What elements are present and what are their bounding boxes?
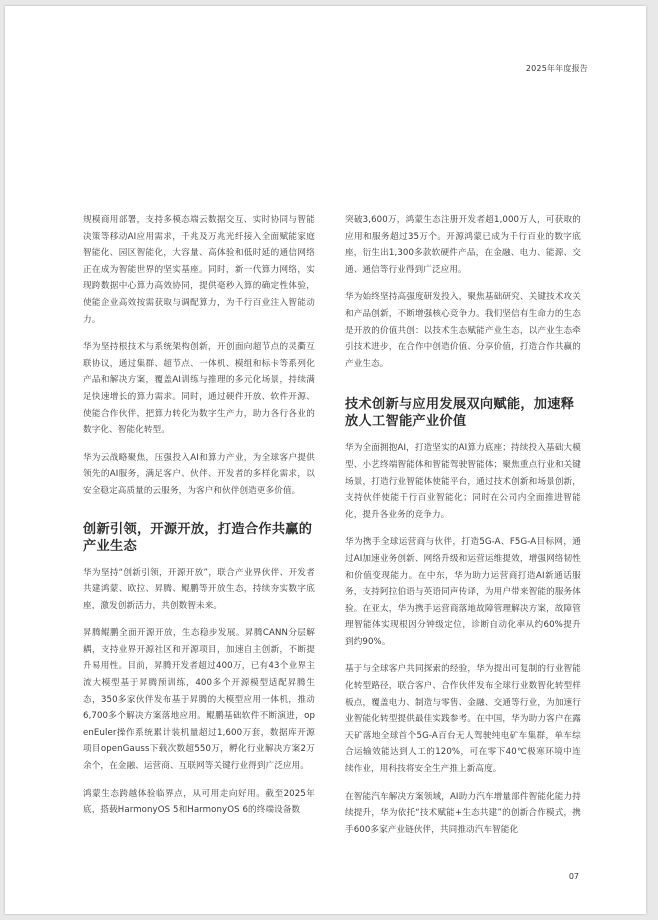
paragraph: 华为坚持“创新引领，开源开放”，联合产业界伙伴、开发者共建鸿蒙、欧拉、昇腾、鲲鹏等开放生态，持续夯实数字底座，激发创新活力，共创数智未来。 [83, 567, 315, 611]
paragraph: 华为坚持根技术与系统架构创新，开创面向超节点的灵衢互联协议，通过集群、超节点、一体机、模组和标卡等系列化产品和解决方案，覆盖AI训练与推理的多元化场景，持续满足快速增长的算力需求。同时，通过硬件开放、软件开源、使能合作伙伴，把算力转化为数字生产力，助力各行各业的数字化、智能化转型。 [83, 342, 315, 436]
paragraph: 鸿蒙生态跨越体验临界点，从可用走向好用。截至2025年底，搭载HarmonyOS 5和HarmonyOS 6的终端设备数 [83, 788, 315, 816]
paragraph: 昇腾鲲鹏全面开源开放，生态稳步发展。昇腾CANN分层解耦，支持业界开源社区和开源项目，加速自主创新，不断提升易用性。目前，昇腾开发者超过400万，已有43个业界主流大模型基于昇腾预训练，400多个开源模型适配昇腾生态，350多家伙伴发布基于昇腾的大模型应用一体机，推动6,700多个解决方案落地应用。鲲鹏基础软件不断演进，openEuler操作系统累计装机量超过1,600万套，数据库开源项目openGauss下载次数超550万，孵化行业解决方案2万余个，在金融、运营商、互联网等关键行业得到广泛应用。 [83, 628, 315, 772]
left-column [83, 212, 315, 830]
report-page [5, 6, 646, 914]
paragraph: 规模商用部署，支持多模态端云数据交互、实时协同与智能决策等移动AI应用需求，千兆及万兆光纤接入全面赋能家庭智能化、园区智能化，大容量、高体验和低时延的通信网络正在成为智能世界的坚实基座。同时，新一代算力网络，实现跨数据中心算力高效协同，提供毫秒入算的确定性体验，使能企业高效按需获取与调配算力，为千行百业注入智能动力。 [83, 215, 315, 325]
report-header-title: 2025年年度报告 [525, 64, 588, 73]
right-column [345, 212, 581, 849]
paragraph: 华为全面拥抱AI，打造坚实的AI算力底座；持续投入基础大模型、小艺终端智能体和智能驾驶智能体；聚焦重点行业和关键场景，打造行业智能体使能平台，通过技术创新和场景创新，支持伙伴使能千行百业智能化；同时在公司内全面推进智能化，提升各业务的竞争力。 [345, 443, 581, 520]
paragraph: 华为云战略聚焦，压强投入AI和算力产业，为全球客户提供领先的AI服务，满足客户、伙伴、开发者的多样化需求，以安全稳定高质量的云服务，为客户和伙伴创造更多价值。 [83, 452, 315, 496]
paragraph: 在智能汽车解决方案领域，AI助力汽车增量部件智能化能力持续提升，华为依托“技术赋能+生态共建”的创新合作模式，携手600多家产业链伙伴，共同推动汽车智能化 [345, 791, 581, 835]
paragraph: 突破3,600万，鸿蒙生态注册开发者超1,000万人，可获取的应用和服务超过35万个。开源鸿蒙已成为千行百业的数字底座，衍生出1,300多款软硬件产品，在金融、电力、能源、交通、通信等行业得到广泛应用。 [345, 215, 581, 275]
paragraph: 基于与全球客户共同探索的经验，华为提出可复制的行业智能化转型路径，联合客户、合作伙伴发布全球行业数智化转型样板点，覆盖电力、制造与零售、金融、交通等行业，为加速行业智能化转型提供最佳实践参考。在中国，华为助力客户在露天矿落地全球首个5G-A百台无人驾驶纯电矿车集群，单车综合运输效能达到人工的120%，可在零下40℃极寒环境中连续作业，用科技将安全生产推上新高度。 [345, 664, 581, 775]
paragraph: 华为始终坚持高强度研发投入，聚焦基础研究、关键技术攻关和产品创新，不断增强核心竞争力。我们坚信有生命力的生态是开放的价值共创：以技术生态赋能产业生态，以产业生态牵引技术进步，在合作中创造价值、分享价值，打造合作共赢的产业生态。 [345, 292, 581, 369]
section-heading-ai-industry: 技术创新与应用发展双向赋能，加速释放人工智能产业价值 [345, 397, 575, 430]
paragraph: 华为携手全球运营商与伙伴，打造5G-A、F5G-A目标网，通过AI加速业务创新、网络升级和运营运维提效，增强网络韧性和价值变现能力。在中东，华为助力运营商打造AI新通话服务，支持阿拉伯语与英语同声传译，为用户带来智能的服务体验。在亚太，华为携手运营商落地故障管理解决方案，故障管理智能体实现根因分钟级定位，诊断自动化率从约60%提升到约90%。 [345, 537, 581, 647]
section-heading-ecosystem: 创新引领，开源开放，打造合作共赢的产业生态 [83, 521, 313, 554]
page-number: 07 [568, 872, 579, 881]
